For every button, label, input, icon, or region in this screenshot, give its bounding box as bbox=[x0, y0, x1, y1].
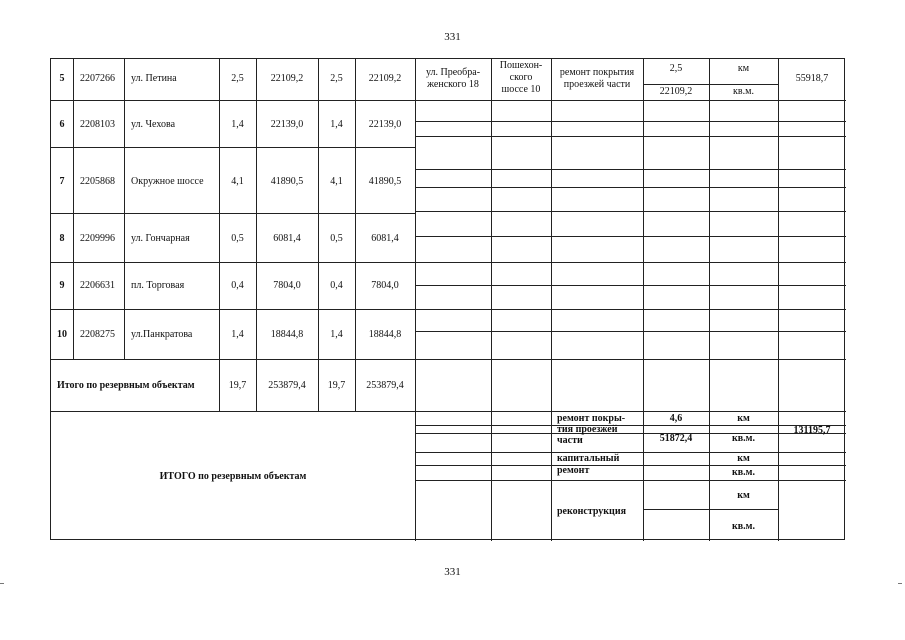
area-value: 6081,4 bbox=[273, 233, 301, 244]
area-value: 22109,2 bbox=[368, 73, 402, 84]
work-type: ремонт покрытия проезжей части bbox=[559, 67, 635, 90]
recon-sqm-unit: кв.м. bbox=[732, 521, 755, 532]
km-value: 2,5 bbox=[669, 63, 683, 74]
subtotal-length: 19,7 bbox=[228, 380, 247, 391]
row-divider bbox=[415, 285, 846, 286]
row-divider bbox=[415, 100, 846, 101]
street-name: пл. Торговая bbox=[131, 280, 185, 291]
object-code: 2209996 bbox=[80, 233, 115, 244]
area-value: 41890,5 bbox=[270, 176, 304, 187]
length-value: 1,4 bbox=[330, 329, 343, 340]
object-code: 2205868 bbox=[80, 176, 115, 187]
section-end: Пошехон- ского шоссе 10 bbox=[499, 60, 543, 95]
street-name: ул.Панкратова bbox=[131, 329, 193, 340]
repair-km-value: 4,6 bbox=[669, 413, 683, 424]
length-value: 2,5 bbox=[231, 73, 244, 84]
column-divider bbox=[643, 59, 644, 541]
street-name: ул. Гончарная bbox=[131, 233, 190, 244]
reserve-objects-table bbox=[50, 58, 845, 540]
recon-km-unit: км bbox=[737, 490, 750, 501]
row-divider bbox=[415, 136, 846, 137]
length-value: 2,5 bbox=[330, 73, 343, 84]
length-value: 0,4 bbox=[231, 280, 244, 291]
area-value: 22139,0 bbox=[270, 119, 304, 130]
repair-work-label: ремонт покры- тия проезжей части bbox=[557, 413, 626, 446]
length-value: 0,5 bbox=[231, 233, 244, 244]
area-value: 7804,0 bbox=[371, 280, 399, 291]
row-number: 8 bbox=[59, 233, 65, 244]
subtotal-length: 19,7 bbox=[327, 380, 346, 391]
column-divider bbox=[415, 59, 416, 541]
row-number: 9 bbox=[59, 280, 65, 291]
sqm-unit: кв.м. bbox=[733, 86, 754, 97]
section-start: ул. Преобра- женского 18 bbox=[425, 67, 481, 90]
subtotal-area: 253879,4 bbox=[366, 380, 404, 391]
row-divider bbox=[643, 509, 778, 510]
row-divider bbox=[415, 262, 846, 263]
row-divider bbox=[415, 465, 846, 466]
subtotal-area: 253879,4 bbox=[268, 380, 306, 391]
subtotal-label: Итого по резервным объектам bbox=[57, 380, 195, 391]
repair-sqm-value: 51872,4 bbox=[659, 433, 693, 444]
capital-repair-label: капитальный ремонт bbox=[557, 453, 620, 476]
row-divider bbox=[415, 169, 846, 170]
area-value: 18844,8 bbox=[270, 329, 304, 340]
row-divider bbox=[51, 213, 415, 214]
length-value: 4,1 bbox=[330, 176, 343, 187]
area-value: 22139,0 bbox=[368, 119, 402, 130]
length-value: 1,4 bbox=[231, 329, 244, 340]
scan-edge-mark bbox=[0, 583, 4, 584]
area-value: 22109,2 bbox=[270, 73, 304, 84]
row-divider bbox=[51, 411, 846, 412]
scan-edge-mark bbox=[898, 583, 902, 584]
length-value: 0,4 bbox=[330, 280, 343, 291]
cost-value: 55918,7 bbox=[795, 73, 829, 84]
total-label: ИТОГО по резервным объектам bbox=[159, 471, 307, 482]
row-number: 5 bbox=[59, 73, 65, 84]
length-value: 1,4 bbox=[330, 119, 343, 130]
row-divider bbox=[415, 211, 846, 212]
row-divider bbox=[415, 452, 846, 453]
unit-divider bbox=[643, 84, 778, 85]
page-number-bottom: 331 bbox=[444, 566, 461, 578]
row-number: 7 bbox=[59, 176, 65, 187]
row-divider bbox=[51, 262, 415, 263]
row-number: 10 bbox=[57, 329, 67, 340]
sqm-value: 22109,2 bbox=[659, 86, 693, 97]
column-divider bbox=[73, 59, 74, 359]
total-cost-value: 131195,7 bbox=[793, 425, 831, 436]
repair-sqm-unit: кв.м. bbox=[732, 433, 755, 444]
length-value: 1,4 bbox=[231, 119, 244, 130]
row-divider bbox=[415, 331, 846, 332]
row-divider bbox=[51, 147, 415, 148]
length-value: 0,5 bbox=[330, 233, 343, 244]
area-value: 41890,5 bbox=[368, 176, 402, 187]
object-code: 2207266 bbox=[80, 73, 115, 84]
row-divider bbox=[415, 187, 846, 188]
row-divider bbox=[51, 100, 415, 101]
row-divider bbox=[51, 359, 415, 360]
capital-sqm-unit: кв.м. bbox=[732, 467, 755, 478]
km-unit: км bbox=[737, 63, 750, 74]
row-divider bbox=[415, 121, 846, 122]
area-value: 18844,8 bbox=[368, 329, 402, 340]
row-divider bbox=[51, 309, 415, 310]
object-code: 2208103 bbox=[80, 119, 115, 130]
object-code: 2208275 bbox=[80, 329, 115, 340]
row-number: 6 bbox=[59, 119, 65, 130]
row-divider bbox=[415, 236, 846, 237]
row-divider bbox=[415, 309, 846, 310]
reconstruction-label: реконструкция bbox=[557, 506, 626, 517]
street-name: Окружное шоссе bbox=[131, 176, 204, 187]
row-divider bbox=[415, 359, 846, 360]
street-name: ул. Чехова bbox=[131, 119, 176, 130]
column-divider bbox=[491, 59, 492, 541]
column-divider bbox=[778, 59, 779, 541]
column-divider bbox=[551, 59, 552, 541]
length-value: 4,1 bbox=[231, 176, 244, 187]
capital-km-unit: км bbox=[737, 453, 750, 464]
row-divider bbox=[415, 480, 846, 481]
street-name: ул. Петина bbox=[131, 73, 177, 84]
column-divider bbox=[124, 59, 125, 359]
repair-km-unit: км bbox=[737, 413, 750, 424]
object-code: 2206631 bbox=[80, 280, 115, 291]
page-number-top: 331 bbox=[444, 31, 461, 43]
area-value: 6081,4 bbox=[371, 233, 399, 244]
area-value: 7804,0 bbox=[273, 280, 301, 291]
